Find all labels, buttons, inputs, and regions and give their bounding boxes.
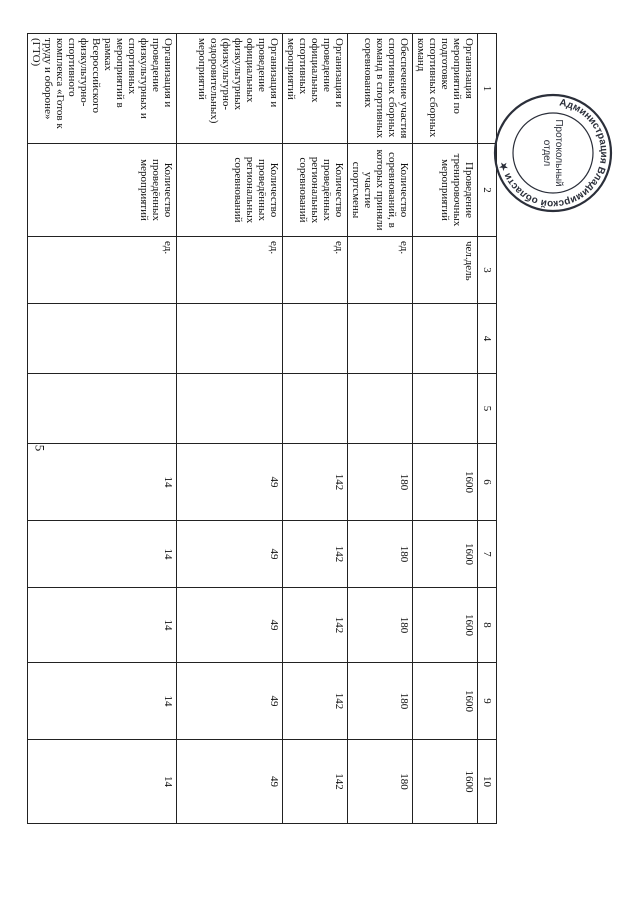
value-cell: 14 [28, 588, 177, 663]
value-cell: 142 [283, 740, 348, 824]
unit-cell: ед. [28, 237, 177, 304]
activity-name-cell: Обеспечение участия спортивных сборных команд в спортивных соревнованиях [348, 34, 413, 144]
value-cell: 180 [348, 663, 413, 740]
header-cell: 6 [478, 444, 497, 521]
activity-name-cell: Организация мероприятий по подготовке спортивных сборных команд [413, 34, 478, 144]
table-row [283, 34, 348, 824]
value-cell [28, 374, 177, 444]
unit-cell: ед. [283, 237, 348, 304]
indicators-table [27, 33, 497, 824]
value-cell: 49 [177, 663, 283, 740]
indicator-cell: Количество соревнований, в которых приняли участие спортсмены [348, 144, 413, 237]
value-cell: 49 [177, 740, 283, 824]
value-cell [283, 374, 348, 444]
indicator-cell: Количество проведённых региональных соревнований [177, 144, 283, 237]
page-number: 5 [32, 444, 48, 452]
value-cell [283, 304, 348, 374]
unit-cell: чел.дель [413, 237, 478, 304]
value-cell: 1600 [413, 521, 478, 588]
indicator-cell: Количество проведённых региональных соревнований [283, 144, 348, 237]
header-cell: 4 [478, 304, 497, 374]
table-row [28, 34, 177, 824]
value-cell: 142 [283, 444, 348, 521]
value-cell [348, 304, 413, 374]
value-cell: 1600 [413, 588, 478, 663]
value-cell: 49 [177, 588, 283, 663]
value-cell: 49 [177, 444, 283, 521]
value-cell: 1600 [413, 663, 478, 740]
value-cell: 1600 [413, 444, 478, 521]
value-cell: 14 [28, 740, 177, 824]
value-cell: 49 [177, 521, 283, 588]
value-cell: 1600 [413, 740, 478, 824]
value-cell [177, 304, 283, 374]
activity-name-cell: Организация и проведение официальных физкультурных (физкультурно-оздоровительных) мероприятий [177, 34, 283, 144]
header-cell: 7 [478, 521, 497, 588]
value-cell [177, 374, 283, 444]
header-cell: 1 [478, 34, 497, 144]
unit-cell: ед. [348, 237, 413, 304]
header-cell: 3 [478, 237, 497, 304]
value-cell: 142 [283, 663, 348, 740]
unit-cell: ед. [177, 237, 283, 304]
header-cell: 5 [478, 374, 497, 444]
value-cell: 142 [283, 521, 348, 588]
protocol-department-seal [492, 92, 614, 214]
value-cell: 180 [348, 740, 413, 824]
value-cell: 180 [348, 444, 413, 521]
indicator-cell: Проведение тренировочных мероприятий [413, 144, 478, 237]
header-cell: 2 [478, 144, 497, 237]
table-row [348, 34, 413, 824]
value-cell: 14 [28, 444, 177, 521]
value-cell: 14 [28, 663, 177, 740]
activity-name-cell: Организация и проведение физкультурных и спортивных мероприятий в рамках Всероссийского физкультурно-спортивного комплекса «Готов к труду и обороне» (ГТО) [28, 34, 177, 144]
value-cell [413, 304, 478, 374]
table-row [177, 34, 283, 824]
value-cell [413, 374, 478, 444]
value-cell [348, 374, 413, 444]
table-row [413, 34, 478, 824]
value-cell [28, 304, 177, 374]
header-cell: 8 [478, 588, 497, 663]
header-cell: 10 [478, 740, 497, 824]
value-cell: 180 [348, 588, 413, 663]
value-cell: 142 [283, 588, 348, 663]
value-cell: 180 [348, 521, 413, 588]
rotated-table-container [30, 33, 497, 823]
header-cell: 9 [478, 663, 497, 740]
seal-inner-text-1: Протокольный [553, 119, 564, 187]
value-cell: 14 [28, 521, 177, 588]
seal-outer-text-path: Администрация Владимирской области ★ [497, 97, 610, 210]
seal-inner-text-2: отдел [541, 139, 552, 167]
activity-name-cell: Организация и проведение официальных спортивных мероприятий [283, 34, 348, 144]
indicator-cell: Количество проведённых мероприятий [28, 144, 177, 237]
